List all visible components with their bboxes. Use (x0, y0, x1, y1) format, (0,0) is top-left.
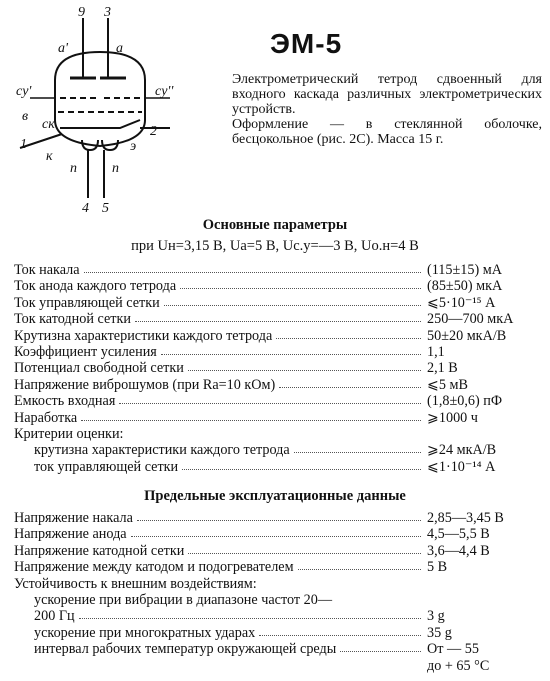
main-value: ⩽5·10⁻¹⁵ А (427, 294, 496, 311)
limits-row (14, 559, 544, 575)
tube-description-block (232, 72, 542, 147)
main-section-title: Основные параметры (202, 217, 348, 233)
main-row (14, 442, 544, 458)
main-label: Ток анода каждого тетрода (14, 278, 177, 295)
pin-label-1: 1 (20, 137, 27, 152)
electrode-label-v: в (22, 109, 29, 124)
limits-row (14, 641, 544, 657)
dot-leader (81, 420, 421, 421)
dot-leader (340, 651, 421, 652)
limits-section-title: Предельные эксплуатационные данные (144, 488, 406, 504)
dot-leader (182, 469, 421, 470)
dot-leader (279, 387, 421, 388)
main-label: Ток управляющей сетки (14, 294, 160, 311)
main-value: 1,1 (427, 343, 445, 360)
main-label: Потенциал свободной сетки (14, 360, 184, 377)
main-label: Коэффициент усиления (14, 343, 157, 360)
limits-label: Напряжение между катодом и подогревателем (14, 559, 294, 576)
limits-label: Напряжение накала (14, 510, 133, 526)
dot-leader (137, 520, 421, 521)
limits-parameters-list (14, 510, 544, 674)
dot-leader (119, 403, 421, 404)
main-value: (1,8±0,6) пФ (427, 393, 503, 410)
main-value: ⩾1000 ч (427, 409, 478, 426)
electrode-label-a1: а' (58, 41, 68, 56)
limits-label: 200 Гц (34, 608, 75, 625)
limits-label: Устойчивость к внешним воздействиям: (14, 575, 257, 592)
tube-pinout-diagram (0, 0, 200, 215)
main-label: Ток накала (14, 262, 80, 278)
dot-leader (298, 569, 421, 570)
pin-label-4: 4 (82, 201, 89, 215)
limits-label: ускорение при вибрации в диапазоне частот 20— (34, 591, 333, 608)
dot-leader (188, 553, 421, 554)
dot-leader (180, 288, 421, 289)
main-value: ⩾24 мкА/В (427, 442, 497, 459)
main-row (14, 459, 544, 475)
limits-row (14, 576, 544, 592)
main-label: Крутизна характеристики каждого тетрода (14, 327, 273, 344)
main-row (14, 311, 544, 327)
dot-leader (188, 370, 421, 371)
electrode-label-cy1: cу' (16, 84, 32, 99)
limits-row (14, 592, 544, 608)
main-value: 2,1 В (427, 360, 458, 377)
main-value: ⩽1·10⁻¹⁴ А (427, 458, 496, 475)
main-row (14, 278, 544, 294)
main-row (14, 377, 544, 393)
main-row (14, 410, 544, 426)
dot-leader (164, 305, 421, 306)
limits-row (14, 625, 544, 641)
main-row (14, 262, 544, 278)
limits-label: Напряжение катодной сетки (14, 542, 185, 559)
main-label: Напряжение виброшумов (при Rа=10 кОм) (14, 376, 276, 393)
main-row (14, 328, 544, 344)
main-label: Ток катодной сетки (14, 311, 131, 328)
dot-leader (276, 338, 421, 339)
main-row (14, 360, 544, 376)
electrode-label-k: к (46, 149, 53, 164)
electrode-label-ck: cк (42, 117, 55, 132)
main-value: (115±15) мА (427, 262, 502, 278)
limits-label: ускорение при многократных ударах (34, 624, 256, 641)
pin-label-3: 3 (104, 5, 111, 20)
electrode-label-p2: п (112, 161, 119, 176)
main-value: 250—700 мкА (427, 311, 514, 328)
dot-leader (161, 354, 421, 355)
main-label: Критерии оценки: (14, 425, 124, 442)
tube-description: Электрометрический тетрод сдвоенный для входного каскада различных электрометрических устройств. (232, 72, 542, 117)
limits-value: 4,5—5,5 В (427, 526, 490, 543)
pin-label-5: 5 (102, 201, 109, 215)
tube-title: ЭМ-5 (270, 28, 343, 59)
dot-leader (84, 272, 421, 273)
main-parameters-list (14, 262, 544, 475)
dot-leader (131, 536, 421, 537)
limits-label: Напряжение анода (14, 526, 127, 543)
dot-leader (135, 321, 421, 322)
main-label: ток управляющей сетки (34, 458, 179, 475)
limits-row (14, 658, 544, 674)
electrode-label-a: а (116, 41, 123, 56)
pin-label-2: 2 (150, 124, 157, 139)
limits-row (14, 543, 544, 559)
dot-leader (259, 635, 421, 636)
electrode-label-cy2: cу'' (155, 84, 174, 99)
limits-value: 3 g (427, 608, 445, 625)
tube-envelope (55, 52, 145, 146)
main-label: Емкость входная (14, 393, 116, 410)
main-row (14, 344, 544, 360)
main-value: 50±20 мкА/В (427, 327, 507, 344)
limits-row (14, 608, 544, 624)
main-row (14, 295, 544, 311)
main-label: крутизна характеристики каждого тетрода (34, 442, 290, 459)
limits-row (14, 510, 544, 526)
electrode-label-e: э (130, 139, 137, 154)
limits-value: От — 55 (427, 641, 479, 658)
dot-leader (79, 618, 421, 619)
main-value: ⩽5 мВ (427, 376, 468, 393)
main-row (14, 426, 544, 442)
limits-value: 5 В (427, 559, 448, 576)
tube-design: Оформление — в стеклянной оболочке, бесцокольное (рис. 2С). Масса 15 г. (232, 117, 542, 147)
dot-leader (294, 452, 421, 453)
electrode-label-p1: п (70, 161, 77, 176)
main-value: (85±50) мкА (427, 278, 503, 295)
pin-label-9: 9 (78, 5, 85, 20)
limits-label: интервал рабочих температур окружающей среды (34, 641, 337, 658)
main-row (14, 393, 544, 409)
limits-value: 2,85—3,45 В (427, 510, 504, 526)
main-label: Наработка (14, 409, 78, 426)
main-conditions: при Uн=3,15 В, Uа=5 В, Uс.у=—3 В, Uо.н=4 В (131, 238, 419, 254)
limits-value: 35 g (427, 624, 452, 641)
limits-row (14, 526, 544, 542)
limits-value: до + 65 °С (427, 657, 490, 674)
limits-value: 3,6—4,4 В (427, 542, 490, 559)
